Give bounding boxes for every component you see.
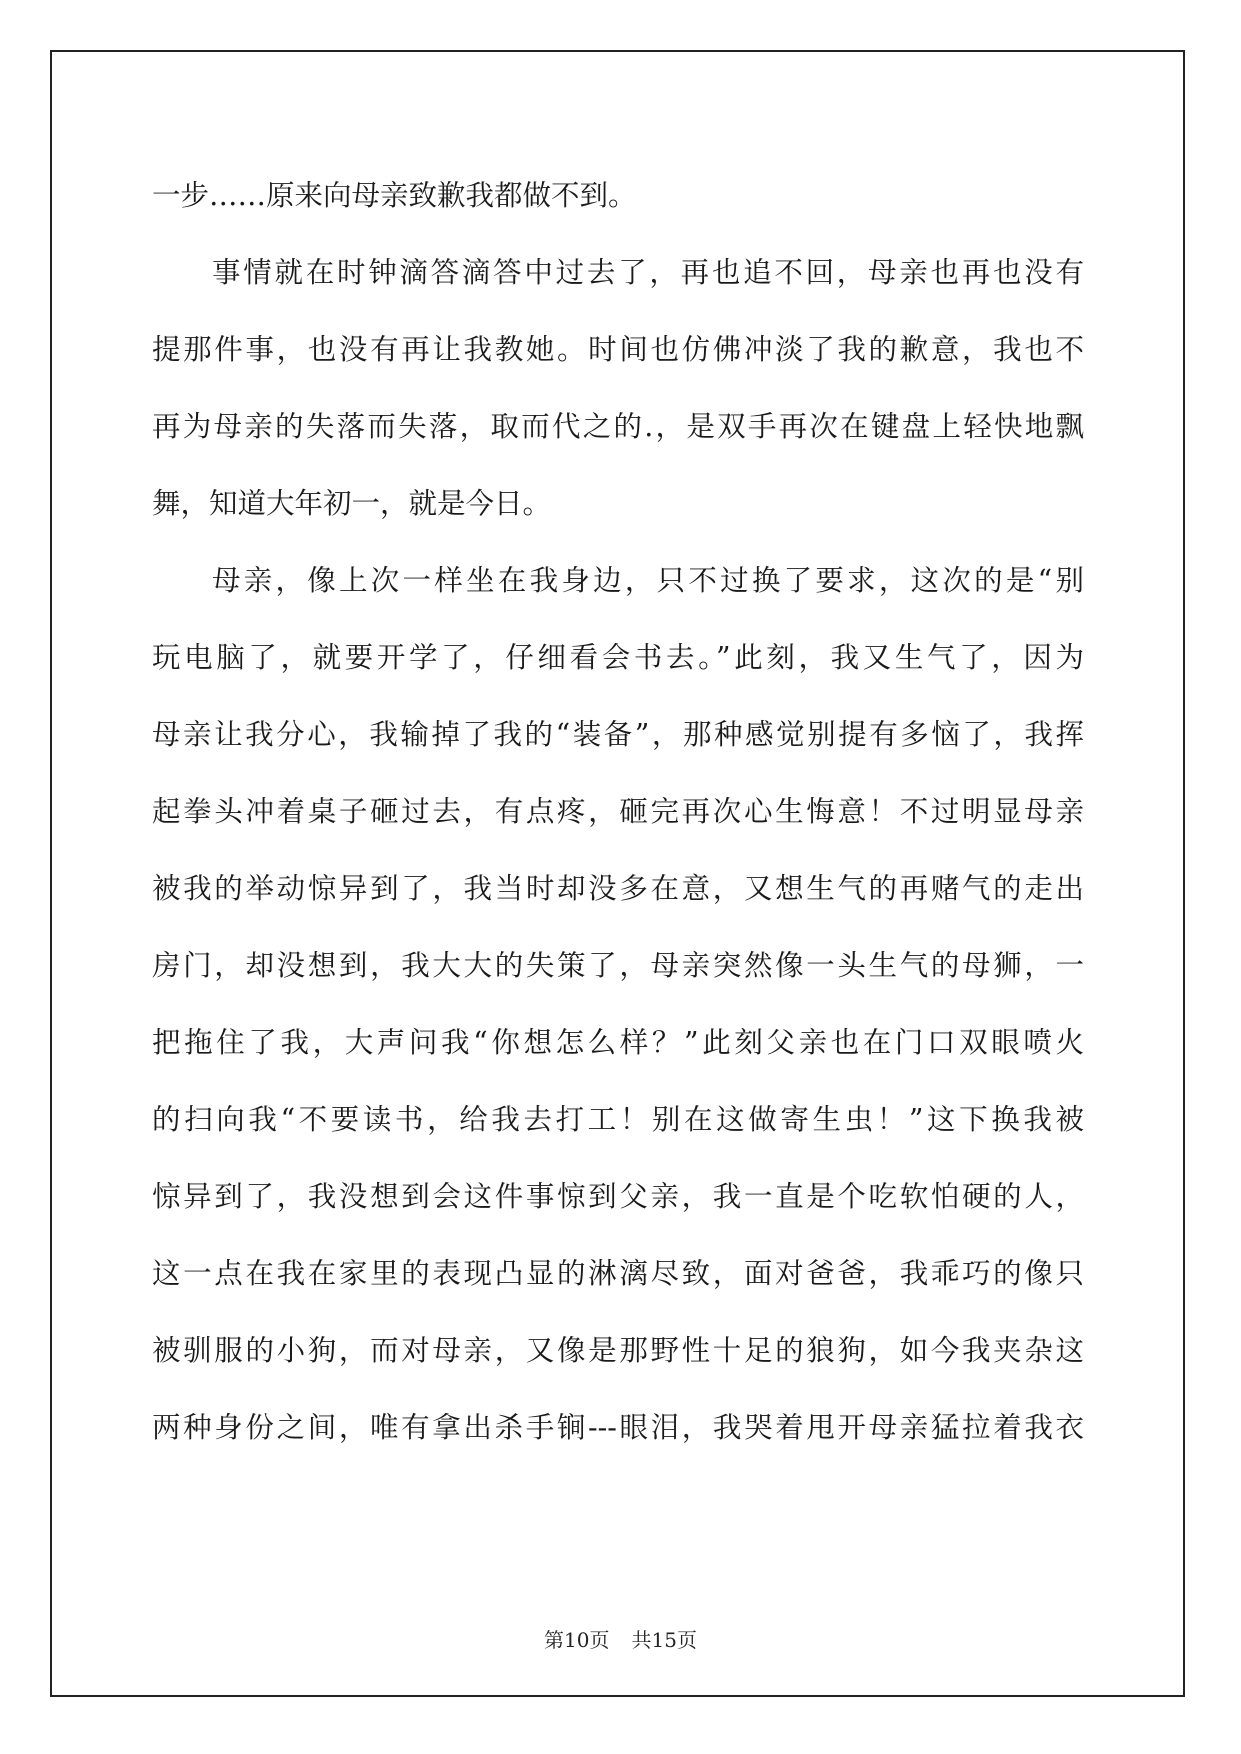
text-line: 房门，却没想到，我大大的失策了，母亲突然像一头生气的母狮，一 (152, 949, 1084, 982)
text-line: 玩电脑了，就要开学了，仔细看会书去。”此刻，我又生气了，因为 (152, 641, 1084, 674)
page-total: 共15页 (631, 1628, 697, 1652)
text-line: 母亲，像上次一样坐在我身边，只不过换了要求，这次的是“别 (212, 564, 1084, 597)
text-line: 被我的举动惊异到了，我当时却没多在意，又想生气的再赌气的走出 (152, 872, 1084, 905)
text-line: 被驯服的小狗，而对母亲，又像是那野性十足的狼狗，如今我夹杂这 (152, 1334, 1084, 1367)
text-line: 母亲让我分心，我输掉了我的“装备”，那种感觉别提有多恼了，我挥 (152, 718, 1084, 751)
text-line: 的扫向我“不要读书，给我去打工！别在这做寄生虫！”这下换我被 (152, 1103, 1084, 1136)
document-body (152, 157, 1084, 1466)
text-line: 再为母亲的失落而失落，取而代之的.，是双手再次在键盘上轻快地飘 (152, 410, 1084, 443)
text-line: 事情就在时钟滴答滴答中过去了，再也追不回，母亲也再也没有 (212, 256, 1084, 289)
text-line: 舞，知道大年初一，就是今日。 (152, 487, 552, 520)
text-line: 这一点在我在家里的表现凸显的淋漓尽致，面对爸爸，我乖巧的像只 (152, 1257, 1084, 1290)
page-number: 第10页 (544, 1628, 610, 1652)
text-line: 提那件事，也没有再让我教她。时间也仿佛冲淡了我的歉意，我也不 (152, 333, 1084, 366)
text-line: 把拖住了我，大声问我“你想怎么样？”此刻父亲也在门口双眼喷火 (152, 1026, 1084, 1059)
text-line: 两种身份之间，唯有拿出杀手锏---眼泪，我哭着甩开母亲猛拉着我衣 (152, 1411, 1084, 1444)
text-line: 一步……原来向母亲致歉我都做不到。 (152, 179, 637, 212)
page-footer (0, 1625, 1241, 1655)
text-line: 惊异到了，我没想到会这件事惊到父亲，我一直是个吃软怕硬的人， (152, 1180, 1084, 1213)
text-line: 起拳头冲着桌子砸过去，有点疼，砸完再次心生悔意！不过明显母亲 (152, 795, 1084, 828)
